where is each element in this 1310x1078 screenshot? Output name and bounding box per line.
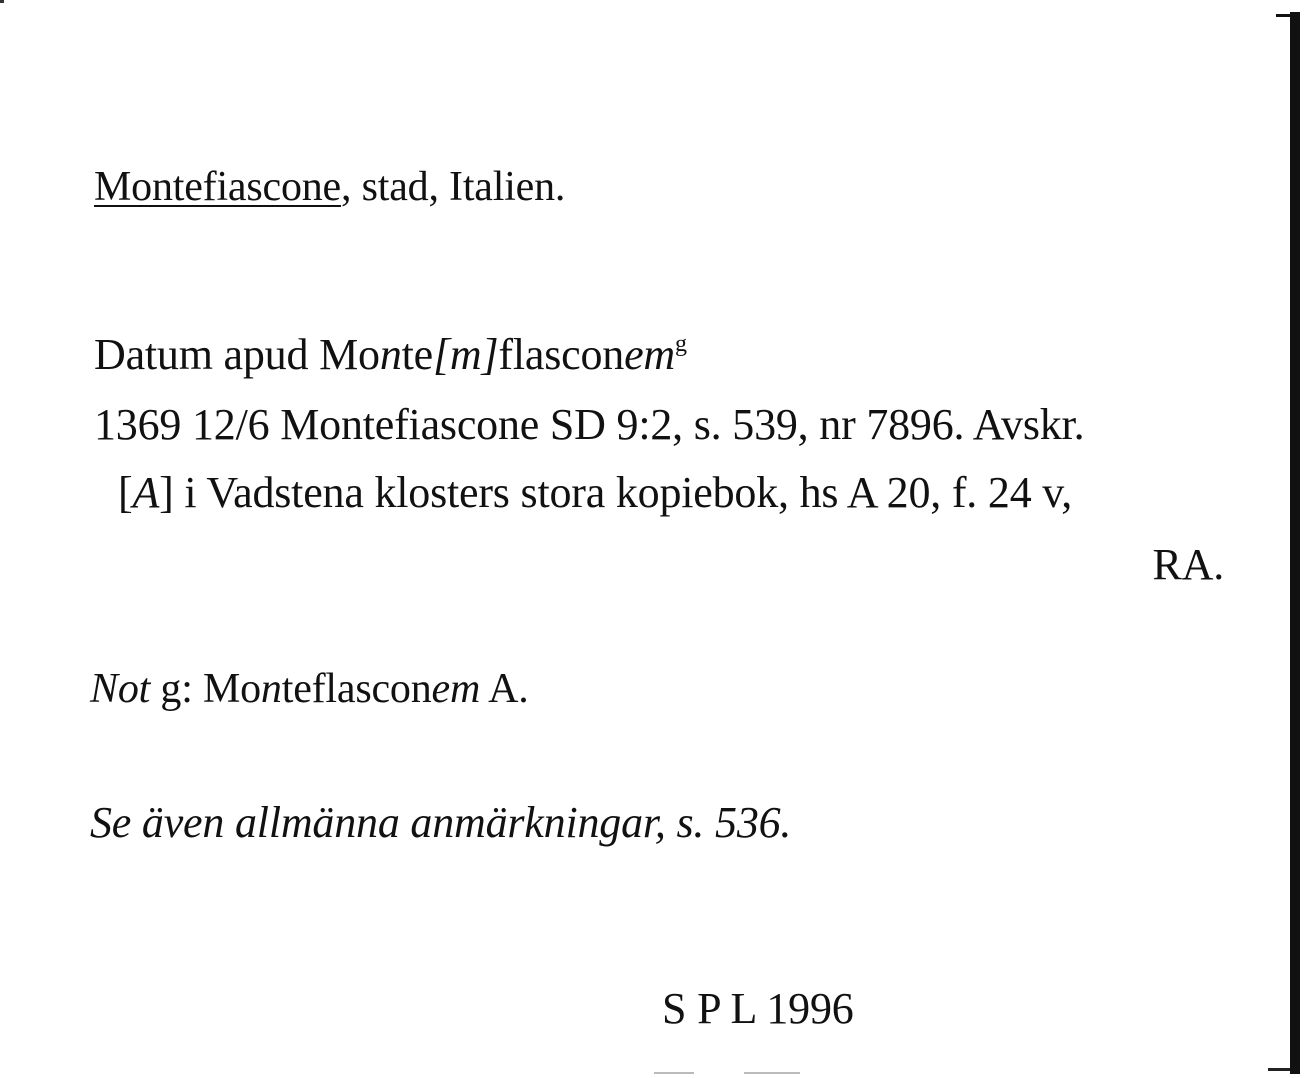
signature: S P L 1996 bbox=[662, 984, 854, 1033]
scan-smudge bbox=[654, 1072, 694, 1074]
attested-form bbox=[94, 330, 687, 380]
note-tail: A. bbox=[480, 666, 529, 712]
form-expanded-n: n bbox=[379, 330, 402, 379]
place-name: Montefiascone bbox=[94, 164, 341, 210]
manuscript-sigil: A bbox=[132, 468, 160, 517]
form-te: te bbox=[401, 330, 433, 379]
note-em: em bbox=[431, 666, 481, 712]
form-prefix: Datum apud Mo bbox=[94, 330, 380, 379]
source-reference-line-1: 1369 12/6 Montefiascone SD 9:2, s. 539, nr 7896. Avskr. bbox=[94, 400, 1085, 449]
card-edge-tick-bottom bbox=[1268, 1068, 1290, 1071]
footnote bbox=[90, 664, 529, 714]
see-also: Se även allmänna anmärkningar, s. 536. bbox=[90, 798, 792, 847]
note-key: g: Mo bbox=[150, 666, 261, 712]
note-mid: teflascon bbox=[281, 666, 432, 712]
scan-smudge bbox=[744, 1072, 800, 1074]
place-heading bbox=[94, 162, 565, 212]
source-reference-text: ] i Vadstena klosters stora kopiebok, hs A 20, f. 24 v, bbox=[159, 468, 1073, 517]
footnote-mark: g bbox=[674, 331, 687, 357]
form-flascon: flascon bbox=[498, 330, 625, 379]
card-edge-tick-top bbox=[1276, 14, 1292, 17]
card-right-edge bbox=[1290, 12, 1300, 1074]
note-n: n bbox=[260, 666, 282, 712]
sigil-open: [ bbox=[118, 468, 133, 517]
place-description: , stad, Italien. bbox=[340, 164, 566, 210]
form-expanded-em: em bbox=[624, 330, 675, 379]
form-bracket-insertion: [m] bbox=[432, 330, 499, 379]
scan-mark bbox=[0, 0, 4, 3]
source-reference-line-2 bbox=[118, 468, 1072, 518]
archive-abbreviation: RA. bbox=[1152, 540, 1224, 589]
note-label: Not bbox=[90, 666, 151, 712]
